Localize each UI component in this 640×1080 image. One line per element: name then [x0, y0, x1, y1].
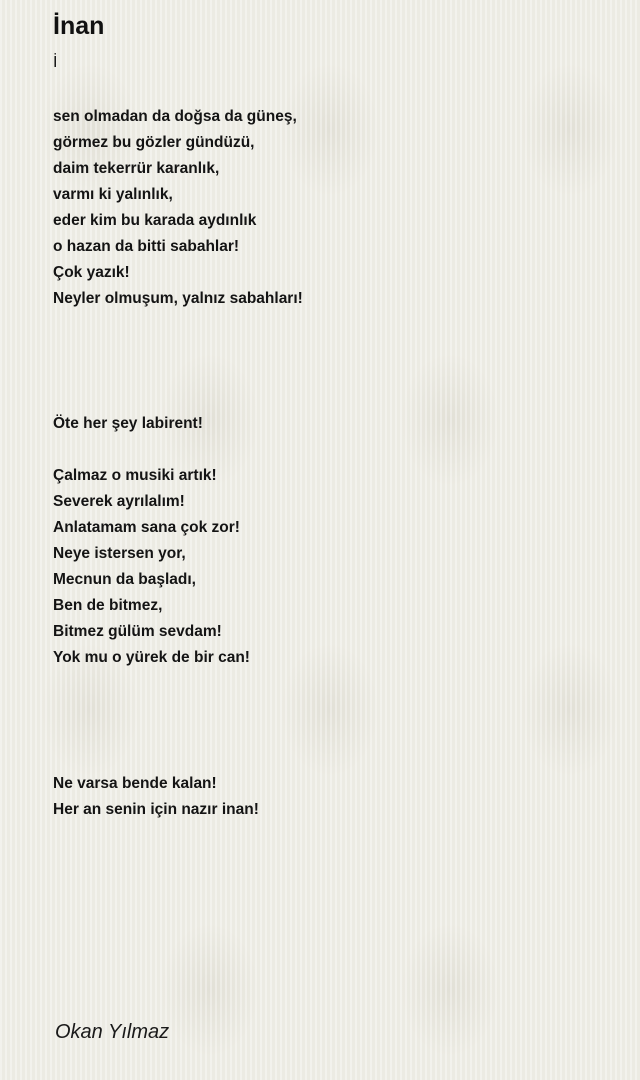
poem-line: Bitmez gülüm sevdam!: [53, 623, 222, 640]
poem-subtitle: İ: [53, 54, 58, 71]
poem-line: Ben de bitmez,: [53, 597, 163, 614]
poem-line: Mecnun da başladı,: [53, 571, 196, 588]
poem-line: Her an senin için nazır inan!: [53, 801, 259, 818]
stanza-4: [53, 771, 259, 823]
poem-line: Neye istersen yor,: [53, 545, 186, 562]
poem-line: Çok yazık!: [53, 264, 130, 281]
poem-line: eder kim bu karada aydınlık: [53, 212, 257, 229]
poem-line: sen olmadan da doğsa da güneş,: [53, 108, 297, 125]
poem-line: Öte her şey labirent!: [53, 415, 203, 432]
poem-author: Okan Yılmaz: [55, 1021, 170, 1043]
poem-line: o hazan da bitti sabahlar!: [53, 238, 240, 255]
poem-line: daim tekerrür karanlık,: [53, 160, 220, 177]
poem-line: Severek ayrılalım!: [53, 493, 185, 510]
stanza-2: [53, 411, 203, 437]
poem-line: Ne varsa bende kalan!: [53, 775, 217, 792]
poem-title: İnan: [53, 12, 105, 40]
poem-line: Neyler olmuşum, yalnız sabahları!: [53, 290, 303, 307]
poem-line: varmı ki yalınlık,: [53, 186, 173, 203]
poem-line: Çalmaz o musiki artık!: [53, 467, 217, 484]
poem-line: görmez bu gözler gündüzü,: [53, 134, 255, 151]
stanza-3: [53, 463, 250, 671]
stanza-1: [53, 104, 303, 312]
poem-line: Anlatamam sana çok zor!: [53, 519, 240, 536]
poem-line: Yok mu o yürek de bir can!: [53, 649, 250, 666]
